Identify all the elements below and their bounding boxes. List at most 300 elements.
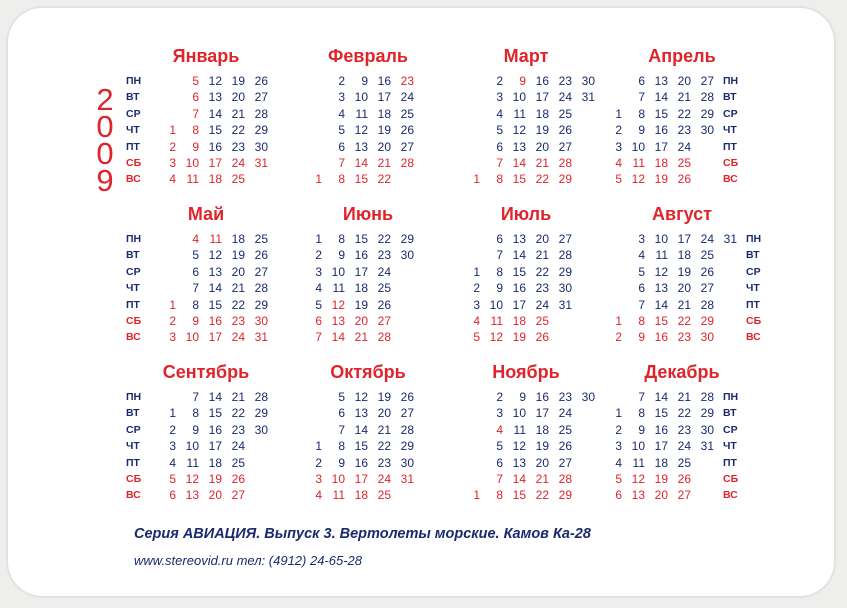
day-number: 11 bbox=[632, 455, 645, 470]
day-number: 13 bbox=[512, 455, 526, 470]
day-number: 9 bbox=[519, 390, 526, 404]
day-number: 16 bbox=[535, 74, 549, 88]
day-number: 24 bbox=[677, 139, 691, 154]
day-number: 7 bbox=[638, 297, 645, 312]
day-number: 23 bbox=[377, 455, 391, 470]
day-number: 20 bbox=[535, 139, 549, 154]
day-number: 13 bbox=[654, 281, 668, 296]
day-number: 12 bbox=[354, 390, 368, 404]
day-number: 3 bbox=[315, 264, 322, 279]
day-number: 25 bbox=[231, 455, 245, 470]
day-number: 17 bbox=[208, 155, 222, 170]
day-number: 5 bbox=[496, 439, 503, 454]
day-number: 20 bbox=[231, 264, 245, 279]
day-number: 1 bbox=[315, 172, 322, 187]
day-number: 25 bbox=[558, 106, 572, 121]
day-number: 22 bbox=[535, 172, 549, 187]
day-number: 6 bbox=[496, 139, 503, 154]
day-number: 4 bbox=[638, 248, 645, 263]
day-number: 14 bbox=[512, 155, 526, 170]
month-name: Декабрь bbox=[644, 362, 720, 382]
day-number: 22 bbox=[231, 406, 245, 421]
day-number: 29 bbox=[400, 232, 414, 246]
day-number: 3 bbox=[169, 330, 176, 345]
day-number: 19 bbox=[654, 172, 668, 187]
day-number: 14 bbox=[331, 330, 345, 345]
day-number: 15 bbox=[354, 172, 368, 187]
day-number: 21 bbox=[231, 390, 245, 404]
day-number: 8 bbox=[638, 106, 645, 121]
day-number: 27 bbox=[558, 232, 572, 246]
month-name: Сентябрь bbox=[162, 362, 250, 382]
day-number: 20 bbox=[677, 74, 691, 88]
day-number: 7 bbox=[496, 155, 503, 170]
day-number: 3 bbox=[473, 297, 480, 312]
day-number: 30 bbox=[400, 248, 414, 263]
weekday-label: ВТ bbox=[723, 407, 737, 420]
day-number: 29 bbox=[558, 264, 572, 279]
day-number: 3 bbox=[615, 439, 622, 454]
day-number: 27 bbox=[231, 488, 245, 503]
day-number: 4 bbox=[496, 422, 503, 437]
day-number: 18 bbox=[512, 313, 526, 328]
day-number: 16 bbox=[354, 248, 368, 263]
day-number: 16 bbox=[208, 422, 222, 437]
day-number: 1 bbox=[473, 264, 480, 279]
day-number: 19 bbox=[354, 297, 368, 312]
day-number: 25 bbox=[535, 313, 549, 328]
day-number: 31 bbox=[558, 297, 572, 312]
day-number: 28 bbox=[700, 390, 714, 404]
weekday-label: ЧТ bbox=[723, 440, 737, 453]
day-number: 23 bbox=[231, 313, 245, 328]
day-number: 10 bbox=[631, 439, 645, 454]
day-number: 11 bbox=[632, 155, 645, 170]
weekday-label: СР bbox=[723, 107, 738, 120]
month-block bbox=[446, 46, 606, 211]
weekday-label: ЧТ bbox=[723, 124, 737, 137]
day-number: 15 bbox=[208, 297, 222, 312]
day-number: 14 bbox=[654, 90, 668, 105]
day-number: 28 bbox=[400, 155, 414, 170]
weekday-label: СБ bbox=[126, 314, 142, 327]
day-number: 12 bbox=[208, 74, 222, 88]
month-block bbox=[288, 362, 448, 527]
day-number: 15 bbox=[654, 406, 668, 421]
day-number: 16 bbox=[377, 74, 391, 88]
contact-info: www.stereovid.ru тел: (4912) 24-65-28 bbox=[134, 553, 363, 568]
day-number: 24 bbox=[231, 330, 245, 345]
day-number: 1 bbox=[169, 123, 176, 138]
day-number: 19 bbox=[535, 439, 549, 454]
day-number: 24 bbox=[700, 232, 714, 246]
day-number: 19 bbox=[535, 123, 549, 138]
day-number: 1 bbox=[169, 406, 176, 421]
weekday-label: ЧТ bbox=[746, 282, 760, 295]
day-number: 13 bbox=[331, 313, 345, 328]
day-number: 30 bbox=[254, 313, 268, 328]
weekday-label: ВС bbox=[126, 489, 141, 502]
day-number: 17 bbox=[512, 297, 526, 312]
day-number: 14 bbox=[208, 281, 222, 296]
day-number: 3 bbox=[315, 471, 322, 486]
day-number: 28 bbox=[377, 330, 391, 345]
day-number: 15 bbox=[208, 123, 222, 138]
day-number: 18 bbox=[354, 488, 368, 503]
day-number: 23 bbox=[400, 74, 414, 88]
day-number: 3 bbox=[496, 406, 503, 421]
day-number: 29 bbox=[254, 123, 268, 138]
day-number: 19 bbox=[677, 264, 691, 279]
day-number: 7 bbox=[496, 248, 503, 263]
day-number: 12 bbox=[631, 471, 645, 486]
day-number: 6 bbox=[192, 90, 199, 105]
day-number: 21 bbox=[231, 281, 245, 296]
day-number: 27 bbox=[677, 488, 691, 503]
day-number: 6 bbox=[496, 455, 503, 470]
day-number: 1 bbox=[473, 172, 480, 187]
day-number: 16 bbox=[654, 123, 668, 138]
day-number: 13 bbox=[512, 139, 526, 154]
day-number: 9 bbox=[638, 123, 645, 138]
day-number: 31 bbox=[581, 90, 595, 105]
day-number: 24 bbox=[535, 297, 549, 312]
day-number: 12 bbox=[354, 123, 368, 138]
day-number: 17 bbox=[208, 330, 222, 345]
day-number: 5 bbox=[169, 471, 176, 486]
weekday-label: ПН bbox=[746, 233, 762, 245]
weekday-label: ПТ bbox=[723, 140, 737, 153]
day-number: 2 bbox=[496, 390, 503, 404]
day-number: 11 bbox=[355, 106, 368, 121]
day-number: 28 bbox=[558, 471, 572, 486]
day-number: 11 bbox=[332, 281, 345, 296]
day-number: 29 bbox=[700, 406, 714, 421]
day-number: 15 bbox=[512, 488, 526, 503]
day-number: 30 bbox=[700, 330, 714, 345]
day-number: 1 bbox=[615, 313, 622, 328]
month-block bbox=[602, 362, 762, 527]
month-name: Октябрь bbox=[330, 362, 406, 382]
weekday-label: ВТ bbox=[126, 91, 140, 104]
day-number: 17 bbox=[208, 439, 222, 454]
month-name: Май bbox=[187, 204, 225, 224]
day-number: 7 bbox=[192, 281, 199, 296]
day-number: 4 bbox=[169, 455, 176, 470]
day-number: 18 bbox=[377, 106, 391, 121]
day-number: 11 bbox=[490, 313, 503, 328]
weekday-label: ВТ bbox=[126, 407, 140, 420]
day-number: 30 bbox=[581, 74, 595, 88]
day-number: 17 bbox=[677, 232, 691, 246]
day-number: 30 bbox=[254, 139, 268, 154]
month-name: Апрель bbox=[648, 46, 716, 66]
day-number: 27 bbox=[558, 455, 572, 470]
day-number: 8 bbox=[496, 172, 503, 187]
month-name: Февраль bbox=[328, 46, 408, 66]
day-number: 29 bbox=[558, 172, 572, 187]
day-number: 19 bbox=[208, 471, 222, 486]
day-number: 9 bbox=[338, 248, 345, 263]
day-number: 26 bbox=[535, 330, 549, 345]
day-number: 22 bbox=[677, 106, 691, 121]
day-number: 10 bbox=[631, 139, 645, 154]
day-number: 4 bbox=[338, 106, 345, 121]
day-number: 11 bbox=[209, 232, 222, 246]
day-number: 20 bbox=[677, 281, 691, 296]
day-number: 30 bbox=[254, 422, 268, 437]
weekday-label: ЧТ bbox=[126, 282, 140, 295]
day-number: 8 bbox=[638, 313, 645, 328]
day-number: 4 bbox=[615, 455, 622, 470]
day-number: 28 bbox=[254, 281, 268, 296]
day-number: 12 bbox=[654, 264, 668, 279]
calendar-card bbox=[8, 8, 834, 596]
weekday-label: ПН bbox=[126, 75, 142, 87]
month-block bbox=[446, 362, 606, 527]
day-number: 3 bbox=[169, 439, 176, 454]
day-number: 5 bbox=[615, 471, 622, 486]
day-number: 15 bbox=[512, 264, 526, 279]
day-number: 19 bbox=[654, 471, 668, 486]
day-number: 18 bbox=[535, 422, 549, 437]
day-number: 22 bbox=[377, 439, 391, 454]
year-digit: 0 bbox=[96, 109, 114, 144]
day-number: 2 bbox=[338, 74, 345, 88]
weekday-label: СБ bbox=[723, 156, 739, 169]
day-number: 8 bbox=[338, 172, 345, 187]
weekday-label: ВС bbox=[723, 173, 738, 186]
day-number: 25 bbox=[558, 422, 572, 437]
month-block bbox=[602, 204, 762, 369]
day-number: 3 bbox=[338, 90, 345, 105]
day-number: 2 bbox=[473, 281, 480, 296]
day-number: 17 bbox=[354, 264, 368, 279]
day-number: 11 bbox=[332, 488, 345, 503]
day-number: 5 bbox=[338, 390, 345, 404]
day-number: 6 bbox=[192, 264, 199, 279]
day-number: 31 bbox=[723, 232, 737, 246]
day-number: 22 bbox=[231, 297, 245, 312]
day-number: 27 bbox=[377, 313, 391, 328]
year-digit: 2 bbox=[96, 82, 114, 117]
day-number: 27 bbox=[254, 264, 268, 279]
day-number: 10 bbox=[489, 297, 503, 312]
day-number: 11 bbox=[186, 455, 199, 470]
day-number: 9 bbox=[519, 74, 526, 88]
day-number: 6 bbox=[496, 232, 503, 246]
day-number: 10 bbox=[354, 90, 368, 105]
day-number: 5 bbox=[338, 123, 345, 138]
day-number: 13 bbox=[512, 232, 526, 246]
day-number: 6 bbox=[615, 488, 622, 503]
day-number: 7 bbox=[638, 390, 645, 404]
day-number: 14 bbox=[208, 106, 222, 121]
day-number: 27 bbox=[700, 281, 714, 296]
day-number: 6 bbox=[638, 74, 645, 88]
day-number: 1 bbox=[473, 488, 480, 503]
day-number: 16 bbox=[208, 139, 222, 154]
month-block bbox=[288, 204, 448, 369]
day-number: 5 bbox=[192, 248, 199, 263]
day-number: 7 bbox=[192, 390, 199, 404]
day-number: 10 bbox=[512, 90, 526, 105]
day-number: 30 bbox=[700, 422, 714, 437]
day-number: 20 bbox=[377, 139, 391, 154]
day-number: 8 bbox=[496, 488, 503, 503]
day-number: 4 bbox=[192, 232, 199, 246]
month-name: Август bbox=[652, 204, 712, 224]
day-number: 8 bbox=[496, 264, 503, 279]
day-number: 1 bbox=[169, 297, 176, 312]
day-number: 2 bbox=[615, 330, 622, 345]
day-number: 24 bbox=[231, 439, 245, 454]
day-number: 20 bbox=[208, 488, 222, 503]
day-number: 31 bbox=[700, 439, 714, 454]
day-number: 25 bbox=[231, 172, 245, 187]
day-number: 9 bbox=[361, 74, 368, 88]
day-number: 11 bbox=[186, 172, 199, 187]
day-number: 14 bbox=[654, 297, 668, 312]
day-number: 28 bbox=[558, 155, 572, 170]
day-number: 12 bbox=[512, 439, 526, 454]
day-number: 25 bbox=[677, 155, 691, 170]
day-number: 7 bbox=[338, 422, 345, 437]
day-number: 28 bbox=[400, 422, 414, 437]
day-number: 2 bbox=[615, 123, 622, 138]
day-number: 13 bbox=[354, 139, 368, 154]
day-number: 13 bbox=[208, 90, 222, 105]
day-number: 17 bbox=[535, 406, 549, 421]
day-number: 6 bbox=[338, 139, 345, 154]
day-number: 27 bbox=[254, 90, 268, 105]
day-number: 6 bbox=[315, 313, 322, 328]
day-number: 9 bbox=[192, 422, 199, 437]
day-number: 2 bbox=[496, 74, 503, 88]
day-number: 4 bbox=[315, 488, 322, 503]
day-number: 8 bbox=[192, 297, 199, 312]
day-number: 16 bbox=[512, 281, 526, 296]
day-number: 12 bbox=[185, 471, 199, 486]
day-number: 3 bbox=[615, 139, 622, 154]
month-name: Июль bbox=[500, 204, 552, 224]
day-number: 24 bbox=[400, 90, 414, 105]
day-number: 30 bbox=[558, 281, 572, 296]
day-number: 19 bbox=[377, 390, 391, 404]
day-number: 16 bbox=[208, 313, 222, 328]
day-number: 15 bbox=[354, 232, 368, 246]
day-number: 26 bbox=[700, 264, 714, 279]
day-number: 14 bbox=[654, 390, 668, 404]
day-number: 20 bbox=[354, 313, 368, 328]
day-number: 3 bbox=[169, 155, 176, 170]
weekday-label: СР bbox=[723, 423, 738, 436]
weekday-label: ПТ bbox=[723, 456, 737, 469]
day-number: 15 bbox=[208, 406, 222, 421]
day-number: 23 bbox=[231, 139, 245, 154]
day-number: 2 bbox=[315, 455, 322, 470]
weekday-label: ВС bbox=[126, 331, 141, 344]
day-number: 30 bbox=[700, 123, 714, 138]
weekday-label: СР bbox=[746, 265, 761, 278]
day-number: 13 bbox=[631, 488, 645, 503]
day-number: 26 bbox=[254, 248, 268, 263]
day-number: 5 bbox=[192, 74, 199, 88]
day-number: 21 bbox=[677, 297, 691, 312]
year-digit: 0 bbox=[96, 136, 114, 171]
day-number: 20 bbox=[377, 406, 391, 421]
day-number: 6 bbox=[169, 488, 176, 503]
month-block bbox=[126, 362, 286, 527]
day-number: 7 bbox=[496, 471, 503, 486]
day-number: 14 bbox=[512, 248, 526, 263]
day-number: 26 bbox=[231, 471, 245, 486]
day-number: 5 bbox=[496, 123, 503, 138]
day-number: 21 bbox=[354, 330, 368, 345]
day-number: 7 bbox=[315, 330, 322, 345]
day-number: 23 bbox=[677, 330, 691, 345]
day-number: 18 bbox=[677, 248, 691, 263]
day-number: 12 bbox=[331, 297, 345, 312]
weekday-label: ВТ bbox=[746, 249, 760, 262]
day-number: 14 bbox=[208, 390, 222, 404]
day-number: 22 bbox=[535, 264, 549, 279]
day-number: 9 bbox=[638, 422, 645, 437]
day-number: 3 bbox=[496, 90, 503, 105]
day-number: 24 bbox=[231, 155, 245, 170]
day-number: 31 bbox=[254, 155, 268, 170]
day-number: 22 bbox=[677, 313, 691, 328]
day-number: 5 bbox=[473, 330, 480, 345]
day-number: 24 bbox=[377, 264, 391, 279]
day-number: 4 bbox=[169, 172, 176, 187]
day-number: 17 bbox=[354, 471, 368, 486]
weekday-label: СБ bbox=[746, 314, 762, 327]
month-block bbox=[288, 46, 448, 211]
day-number: 26 bbox=[558, 439, 572, 454]
day-number: 26 bbox=[677, 471, 691, 486]
day-number: 5 bbox=[615, 172, 622, 187]
day-number: 6 bbox=[338, 406, 345, 421]
day-number: 31 bbox=[254, 330, 268, 345]
month-block bbox=[126, 46, 286, 211]
day-number: 23 bbox=[677, 422, 691, 437]
day-number: 8 bbox=[338, 232, 345, 246]
day-number: 12 bbox=[512, 123, 526, 138]
day-number: 15 bbox=[654, 106, 668, 121]
month-name: Январь bbox=[172, 46, 240, 66]
day-number: 25 bbox=[377, 488, 391, 503]
year-label bbox=[94, 82, 116, 198]
day-number: 10 bbox=[331, 471, 345, 486]
day-number: 16 bbox=[535, 390, 549, 404]
day-number: 6 bbox=[638, 281, 645, 296]
day-number: 17 bbox=[535, 90, 549, 105]
day-number: 26 bbox=[400, 123, 414, 138]
weekday-label: ВС bbox=[126, 173, 141, 186]
day-number: 13 bbox=[185, 488, 199, 503]
day-number: 21 bbox=[677, 390, 691, 404]
day-number: 22 bbox=[535, 488, 549, 503]
month-block bbox=[602, 46, 762, 211]
day-number: 24 bbox=[377, 471, 391, 486]
day-number: 10 bbox=[185, 439, 199, 454]
weekday-label: ПН bbox=[126, 233, 142, 245]
day-number: 11 bbox=[655, 248, 668, 263]
day-number: 17 bbox=[377, 90, 391, 105]
day-number: 5 bbox=[638, 264, 645, 279]
day-number: 31 bbox=[400, 471, 414, 486]
